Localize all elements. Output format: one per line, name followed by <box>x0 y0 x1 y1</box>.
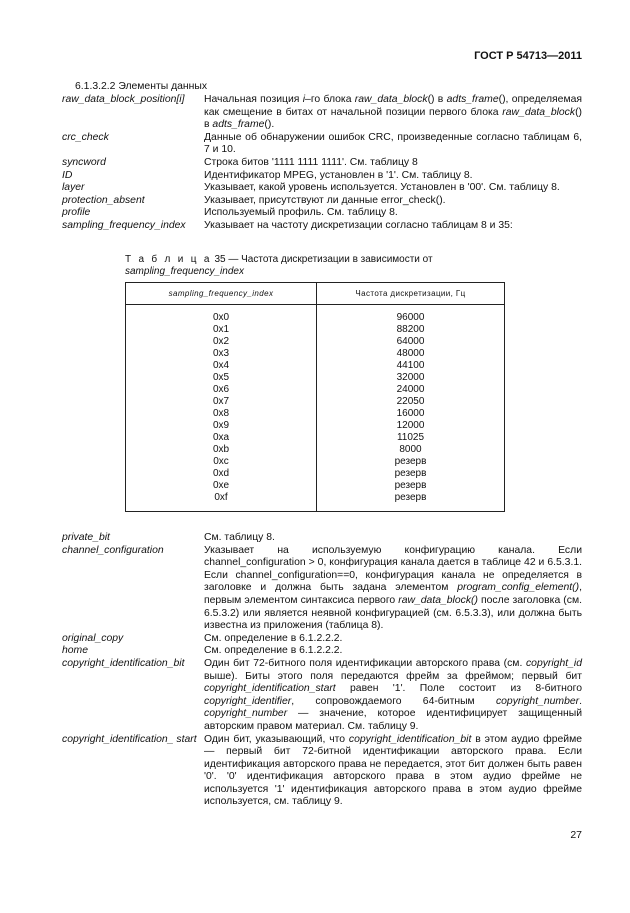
definition-row <box>62 170 582 183</box>
definition-description: Указывает на частоту дискретизации согласно таблицам 8 и 35: <box>204 219 513 231</box>
table-row <box>126 372 505 384</box>
table-row <box>126 408 505 420</box>
table-row <box>126 348 505 360</box>
definition-term: protection_absent <box>62 194 145 206</box>
sampling-frequency-table <box>125 282 505 512</box>
definition-description: Начальная позиция i–го блока raw_data_block() в adts_frame(), определяемая как смещение в битах от начальной позиции первого блока raw_data_block() в adts_frame(). <box>204 94 582 131</box>
table-cell-index: 0x1 <box>126 324 317 336</box>
table-cell-frequency: 22050 <box>317 396 505 408</box>
table-cell-index: 0xa <box>126 432 317 444</box>
section-heading: 6.1.3.2.2 Элементы данных <box>75 81 208 92</box>
standard-header: ГОСТ Р 54713—2011 <box>474 50 582 62</box>
table-cell-frequency: 96000 <box>317 312 505 324</box>
table-row <box>126 480 505 492</box>
table-cell-index: 0x6 <box>126 384 317 396</box>
definition-description: Указывает, присутствуют ли данные error_check(). <box>204 194 446 206</box>
table-row <box>126 444 505 456</box>
table-row <box>126 420 505 432</box>
definition-row <box>62 545 582 633</box>
page-number: 27 <box>570 829 582 841</box>
table-row <box>126 492 505 504</box>
table-cell-frequency: 44100 <box>317 360 505 372</box>
table-cell-index: 0x5 <box>126 372 317 384</box>
table-row <box>126 324 505 336</box>
definition-row <box>62 157 582 170</box>
definition-description: Один бит 72-битного поля идентификации авторского права (см. copyright_id выше). Биты этого поля передаются фрейм за фреймом; первый бит copyright_identification_start равен '1'. Поле состоит из 8-битного copyright_identifier, сопровождаемого 64-битным copyright_number. copyright_number — значение, которое идентифицирует защищенный авторским правом материал. См. таблицу 9. <box>204 657 582 732</box>
definition-row <box>62 734 582 810</box>
table-cell-frequency: 88200 <box>317 324 505 336</box>
table-cell-frequency: 8000 <box>317 444 505 456</box>
table-caption-prefix: Т а б л и ц а <box>125 254 212 265</box>
definition-description: Данные об обнаружении ошибок CRC, произведенные согласно таблицам 6, 7 и 10. <box>204 131 582 156</box>
table-spacer-row <box>126 305 505 313</box>
definition-term: raw_data_block_position[i] <box>62 94 185 105</box>
table-cell-index: 0xf <box>126 492 317 504</box>
table-cell-frequency: 24000 <box>317 384 505 396</box>
table-caption <box>125 254 525 278</box>
definition-term: channel_configuration <box>62 544 164 556</box>
definition-term: layer <box>62 182 85 194</box>
definition-description: См. таблицу 8. <box>204 532 275 543</box>
table-cell-frequency: 32000 <box>317 372 505 384</box>
definition-row <box>62 220 582 233</box>
table-header-row <box>126 283 505 305</box>
table-cell-index: 0x8 <box>126 408 317 420</box>
definition-row <box>62 207 582 220</box>
definition-description: См. определение в 6.1.2.2.2. <box>204 632 343 644</box>
table-cell-index: 0x3 <box>126 348 317 360</box>
table-cell-frequency: 11025 <box>317 432 505 444</box>
definition-description: Используемый профиль. См. таблицу 8. <box>204 207 398 219</box>
table-row <box>126 312 505 324</box>
table-cell-index: 0xe <box>126 480 317 492</box>
table-body <box>126 305 505 512</box>
table-cell-index: 0x0 <box>126 312 317 324</box>
table-row <box>126 384 505 396</box>
table-cell-index: 0x9 <box>126 420 317 432</box>
table-cell-frequency: 64000 <box>317 336 505 348</box>
table-cell-frequency: 48000 <box>317 348 505 360</box>
definition-term: ID <box>62 169 73 181</box>
table-row <box>126 456 505 468</box>
table-col-header-index: sampling_frequency_index <box>126 283 317 305</box>
table-cell-frequency: резерв <box>317 480 505 492</box>
table-row <box>126 468 505 480</box>
definition-term: crc_check <box>62 131 109 143</box>
definition-description: Идентификатор MPEG, установлен в '1'. См. таблицу 8. <box>204 169 473 181</box>
table-row <box>126 336 505 348</box>
definition-row <box>62 633 582 646</box>
definition-term: copyright_identification_bit <box>62 657 185 669</box>
definition-term: original_copy <box>62 632 124 644</box>
definition-description: Строка битов '1111 1111 1111'. См. таблицу 8 <box>204 156 418 168</box>
definition-description: См. определение в 6.1.2.2.2. <box>204 645 343 657</box>
table-col-header-frequency: Частота дискретизации, Гц <box>317 283 505 305</box>
definition-row <box>62 182 582 195</box>
definition-description: Один бит, указывающий, что copyright_identification_bit в этом аудио фрейме — первый бит 72-битной идентификации авторского права. Если идентификация авторского права не передается, этот бит должен быть равен '0'. '0' идентификация авторского права в этом аудио фрейме не используется '1' идентификация авторского права в этом аудио фрейме используется, см. таблицу 9. <box>204 733 582 808</box>
definition-row <box>62 645 582 658</box>
definition-term: profile <box>62 207 91 219</box>
definition-row <box>62 132 582 157</box>
definition-term: home <box>62 645 88 657</box>
table-cell-index: 0xc <box>126 456 317 468</box>
table-cell-frequency: резерв <box>317 492 505 504</box>
table-row <box>126 432 505 444</box>
table-cell-index: 0x7 <box>126 396 317 408</box>
definition-description: Указывает, какой уровень используется. Установлен в '00'. См. таблицу 8. <box>204 182 560 194</box>
definition-term: sampling_frequency_index <box>62 219 186 231</box>
definition-term: copyright_identification_ start <box>62 733 197 745</box>
definitions-list-bottom <box>62 532 582 809</box>
definition-row <box>62 195 582 208</box>
table-row <box>126 360 505 372</box>
table-caption-text: 35 — Частота дискретизации в зависимости от <box>211 254 433 265</box>
definition-row <box>62 532 582 545</box>
definition-term: private_bit <box>62 532 110 543</box>
table-spacer-row <box>126 504 505 512</box>
table-row <box>126 396 505 408</box>
table-cell-frequency: резерв <box>317 468 505 480</box>
table-cell-index: 0xb <box>126 444 317 456</box>
table-caption-term: sampling_frequency_index <box>125 266 244 277</box>
definition-term: syncword <box>62 156 106 168</box>
table-cell-frequency: резерв <box>317 456 505 468</box>
table-cell-index: 0xd <box>126 468 317 480</box>
table-cell-frequency: 12000 <box>317 420 505 432</box>
definition-row <box>62 658 582 734</box>
definition-row <box>62 94 582 132</box>
table-cell-frequency: 16000 <box>317 408 505 420</box>
definitions-list-top <box>62 94 582 233</box>
table-cell-index: 0x2 <box>126 336 317 348</box>
table-cell-index: 0x4 <box>126 360 317 372</box>
definition-description: Указывает на используемую конфигурацию канала. Если channel_configuration > 0, конфигурация канала дается в таблице 42 и 6.5.3.1. Если channel_configuration==0, конфигурация канала не определяется в заголовке и должна быть задана элементом program_config_element(), первым элементом синтаксиса первого raw_data_block() после заголовка (см. 6.5.3.2) или является неявной конфигурацией (см. 6.5.3.3), или должна быть известна из приложения (таблица 8). <box>204 544 582 632</box>
